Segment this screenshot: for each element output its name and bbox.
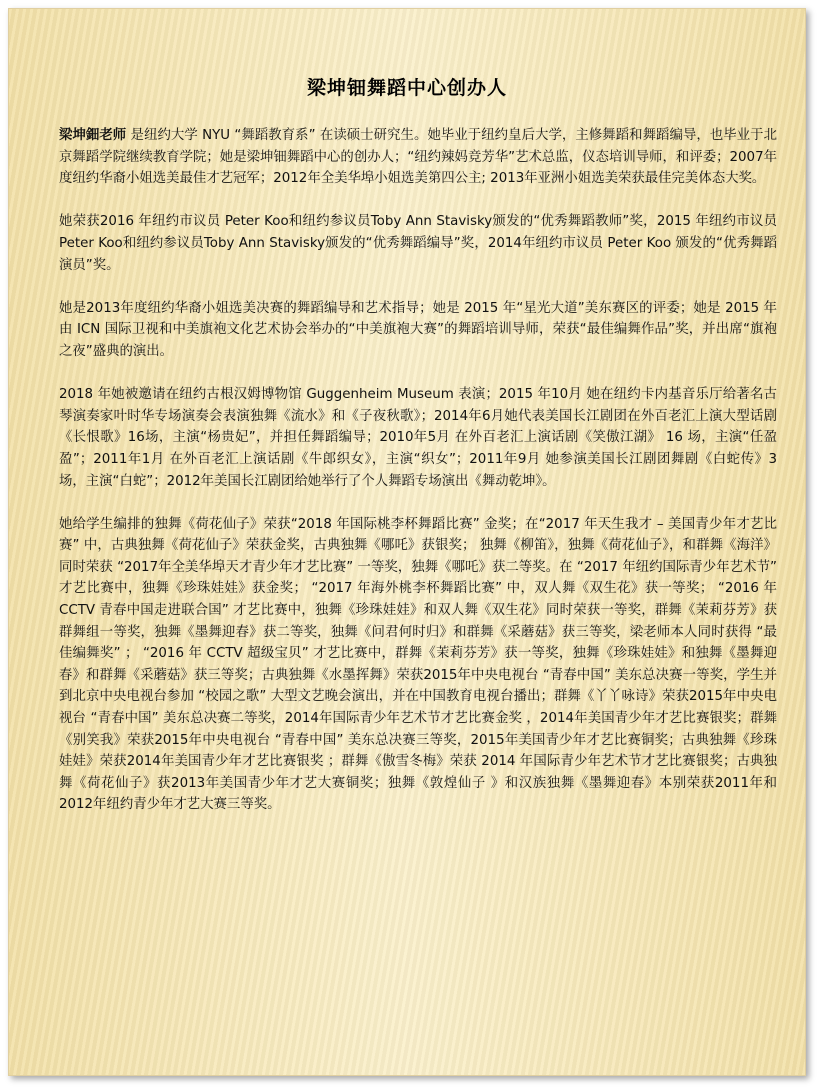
paragraph-student-awards: 她给学生编排的独舞《荷花仙子》荣获“2018 年国际桃李杯舞蹈比赛” 金奖；在“2017 年天生我才 – 美国青少年才艺比赛” 中，古典独舞《荷花仙子》荣获金奖，古典独舞《哪吒》获银奖； 独舞《柳笛》，独舞《荷花仙子》，和群舞《海洋》同时荣获 “2017年全美华埠天才青少年才艺比赛” 一等奖，独舞《哪吒》获二等奖。在 “2017 年纽约国际青少年艺术节” 才艺比赛中，独舞《珍珠娃娃》获金奖； “2017 年海外桃李杯舞蹈比赛” 中，双人舞《双生花》获一等奖； “2016 年 CCTV 青春中国走进联合国” 才艺比赛中，独舞《珍珠娃娃》和双人舞《双生花》同时荣获一等奖，群舞《茉莉芬芳》获群舞组一等奖，独舞《墨舞迎春》获二等奖，独舞《问君何时归》和群舞《采蘑菇》获三等奖，梁老师本人同时获得 “最佳编舞奖” ； “2016 年 CCTV 超级宝贝” 才艺比赛中，群舞《茉莉芬芳》获一等奖，独舞《珍珠娃娃》和独舞《墨舞迎春》和群舞《采蘑菇》获三等奖；古典独舞《水墨挥舞》荣获2015年中央电视台 “青春中国” 美东总决赛一等奖，学生并到北京中央电视台参加 “校园之歌” 大型文艺晚会演出，并在中国教育电视台播出；群舞《丫丫咏诗》荣获2015年中央电视台 “青春中国” 美东总决赛二等奖，2014年国际青少年艺术节才艺比赛金奖 ，2014年美国青少年才艺比赛银奖；群舞《别笑我》荣获2015年中央电视台 “青春中国” 美东总决赛三等奖，2015年美国青少年才艺比赛铜奖；古典独舞《珍珠娃娃》荣获2014年美国青少年才艺比赛银奖 ；群舞《傲雪冬梅》荣获 2014 年国际青少年艺术节才艺比赛银奖；古典独舞《荷花仙子》获2013年美国青少年才艺大赛铜奖；独舞《敦煌仙子 》和汉族独舞《墨舞迎春》本别荣获2011年和2012年纽约青少年才艺大赛三等奖。 [59, 516, 777, 813]
document-page [8, 8, 806, 1076]
paragraph-intro [59, 125, 777, 190]
paragraph-intro-text: 是纽约大学 NYU “舞蹈教育系” 在读硕士研究生。她毕业于纽约皇后大学，主修舞蹈和舞蹈编导，也毕业于北京舞蹈学院继续教育学院；她是梁坤钿舞蹈中心的创办人；“纽约辣妈竞芳华”艺术总监，仪态培训导师，和评委；2007年度纽约华裔小姐选美最佳才艺冠军；2012年全美华埠小姐选美第四公主; 2013年亚洲小姐选美荣获最佳完美体态大奖。 [59, 128, 777, 187]
paragraph-awards: 她荣获2016 年纽约市议员 Peter Koo和纽约参议员Toby Ann Stavisky颁发的“优秀舞蹈教师”奖，2015 年纽约市议员 Peter Koo和纽约参议员Toby Ann Stavisky颁发的“优秀舞蹈编导”奖，2014年纽约市议员 Peter Koo 颁发的“优秀舞蹈演员”奖。 [59, 214, 777, 273]
teacher-name: 梁坤鈿老师 [59, 128, 127, 143]
paragraph-performances: 2018 年她被邀请在纽约古根汉姆博物馆 Guggenheim Museum 表演；2015 年10月 她在纽约卡内基音乐厅给著名古琴演奏家叶时华专场演奏会表演独舞《流水》和《子夜秋歌》；2014年6月她代表美国长江剧团在外百老汇上演大型话剧《长恨歌》16场，主演“杨贵妃”，并担任舞蹈编导；2010年5月 在外百老汇上演话剧《笑傲江湖》 16 场，主演“任盈盈”；2011年1月 在外百老汇上演话剧《牛郎织女》，主演“织女”；2011年9月 她参演美国长江剧团舞剧《白蛇传》3场，主演“白蛇”；2012年美国长江剧团给她举行了个人舞蹈专场演出《舞动乾坤》。 [59, 387, 777, 489]
document-body [59, 125, 777, 816]
page-title: 梁坤钿舞蹈中心创办人 [306, 77, 507, 99]
paragraph-judging: 她是2013年度纽约华裔小姐选美决赛的舞蹈编导和艺术指导；她是 2015 年“星光大道”美东赛区的评委；她是 2015 年由 ICN 国际卫视和中美旗袍文化艺术协会举办的“中美旗袍大赛”的舞蹈培训导师，荣获“最佳编舞作品”奖，并出席“旗袍之夜”盛典的演出。 [59, 300, 777, 359]
